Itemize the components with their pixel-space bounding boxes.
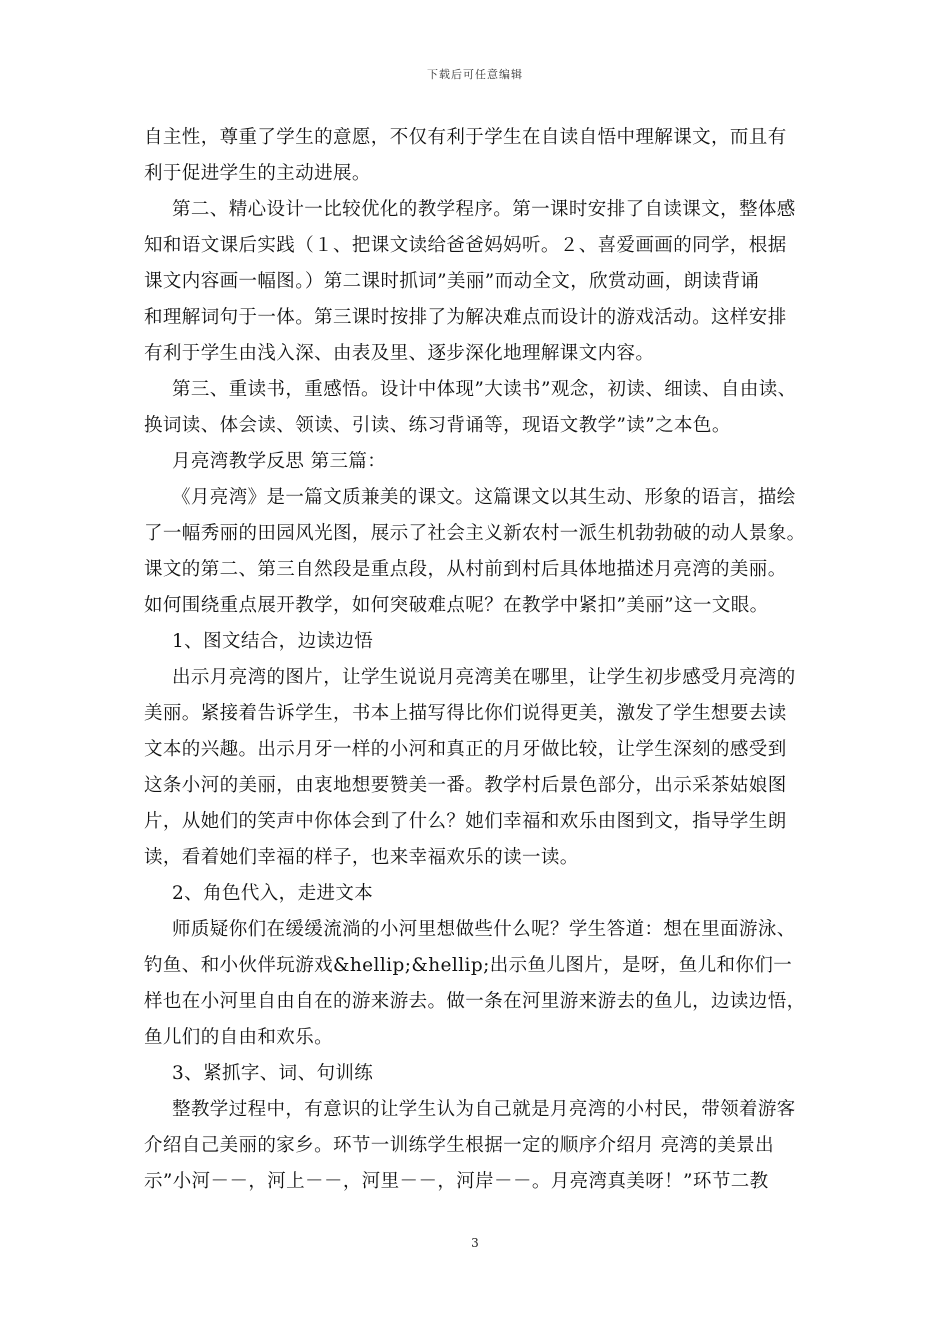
text-line: 钓鱼、和小伙伴玩游戏&hellip;&hellip;出示鱼儿图片，是呀，鱼儿和你们一: [144, 955, 793, 976]
section-title: 月亮湾教学反思 第三篇：: [172, 451, 387, 472]
text-line: 文本的兴趣。出示月牙一样的小河和真正的月牙做比较，让学生深刻的感受到: [144, 739, 787, 760]
text-line: 有利于学生由浅入深、由表及里、逐步深化地理解课文内容。: [144, 343, 655, 364]
text-line: 课文内容画一幅图。）第二课时抓词”美丽”而动全文，欣赏动画，朗读背诵: [144, 271, 760, 292]
text-line: 师质疑你们在缓缓流淌的小河里想做些什么呢？学生答道：想在里面游泳、: [172, 919, 796, 940]
text-line: 和理解词句于一体。第三课时按排了为解决难点而设计的游戏活动。这样安排: [144, 307, 787, 328]
text-line: 第三、重读书，重感悟。设计中体现”大读书”观念，初读、细读、自由读、: [172, 379, 797, 400]
text-line: 美丽。紧接着告诉学生，书本上描写得比你们说得更美，激发了学生想要去读: [144, 703, 787, 724]
text-line: 这条小河的美丽，由衷地想要赞美一番。教学村后景色部分，出示采茶姑娘图: [144, 775, 787, 796]
text-line: 样也在小河里自由自在的游来游去。做一条在河里游来游去的鱼儿，边读边悟，: [144, 991, 806, 1012]
text-line: 第二、精心设计一比较优化的教学程序。第一课时安排了自读课文，整体感: [172, 199, 796, 220]
page-header: 下载后可任意编辑: [427, 68, 523, 81]
subheading: 2、角色代入，走进文本: [172, 883, 374, 904]
text-line: 鱼儿们的自由和欢乐。: [144, 1027, 334, 1048]
text-line: 读，看着她们幸福的样子，也来幸福欢乐的读一读。: [144, 847, 579, 868]
text-line: 知和语文课后实践（１、把课文读给爸爸妈妈听。２、喜爱画画的同学，根据: [144, 235, 787, 256]
page-number: 3: [471, 1236, 479, 1250]
text-line: 自主性，尊重了学生的意愿，不仅有利于学生在自读自悟中理解课文，而且有: [144, 127, 787, 148]
text-line: 如何围绕重点展开教学，如何突破难点呢？在教学中紧扣”美丽”这一文眼。: [144, 595, 769, 616]
text-line: 介绍自己美丽的家乡。环节一训练学生根据一定的顺序介绍月 亮湾的美景出: [144, 1135, 774, 1156]
text-line: 了一幅秀丽的田园风光图，展示了社会主义新农村一派生机勃勃破的动人景象。: [144, 523, 806, 544]
text-line: 示”小河－－，河上－－，河里－－，河岸－－。月亮湾真美呀！”环节二教: [144, 1171, 769, 1192]
text-line: 整教学过程中，有意识的让学生认为自己就是月亮湾的小村民，带领着游客: [172, 1099, 796, 1120]
text-line: 利于促进学生的主动进展。: [144, 163, 371, 184]
subheading: 3、紧抓字、词、句训练: [172, 1063, 374, 1084]
subheading: 1、图文结合，边读边悟: [172, 631, 374, 652]
text-line: 《月亮湾》是一篇文质兼美的课文。这篇课文以其生动、形象的语言，描绘: [172, 487, 796, 508]
document-body: [144, 120, 834, 1200]
text-line: 换词读、体会读、领读、引读、练习背诵等，现语文教学”读”之本色。: [144, 415, 731, 436]
text-line: 片，从她们的笑声中你体会到了什么？她们幸福和欢乐由图到文，指导学生朗: [144, 811, 787, 832]
text-line: 课文的第二、第三自然段是重点段，从村前到村后具体地描述月亮湾的美丽。: [144, 559, 787, 580]
text-line: 出示月亮湾的图片，让学生说说月亮湾美在哪里，让学生初步感受月亮湾的: [172, 667, 796, 688]
